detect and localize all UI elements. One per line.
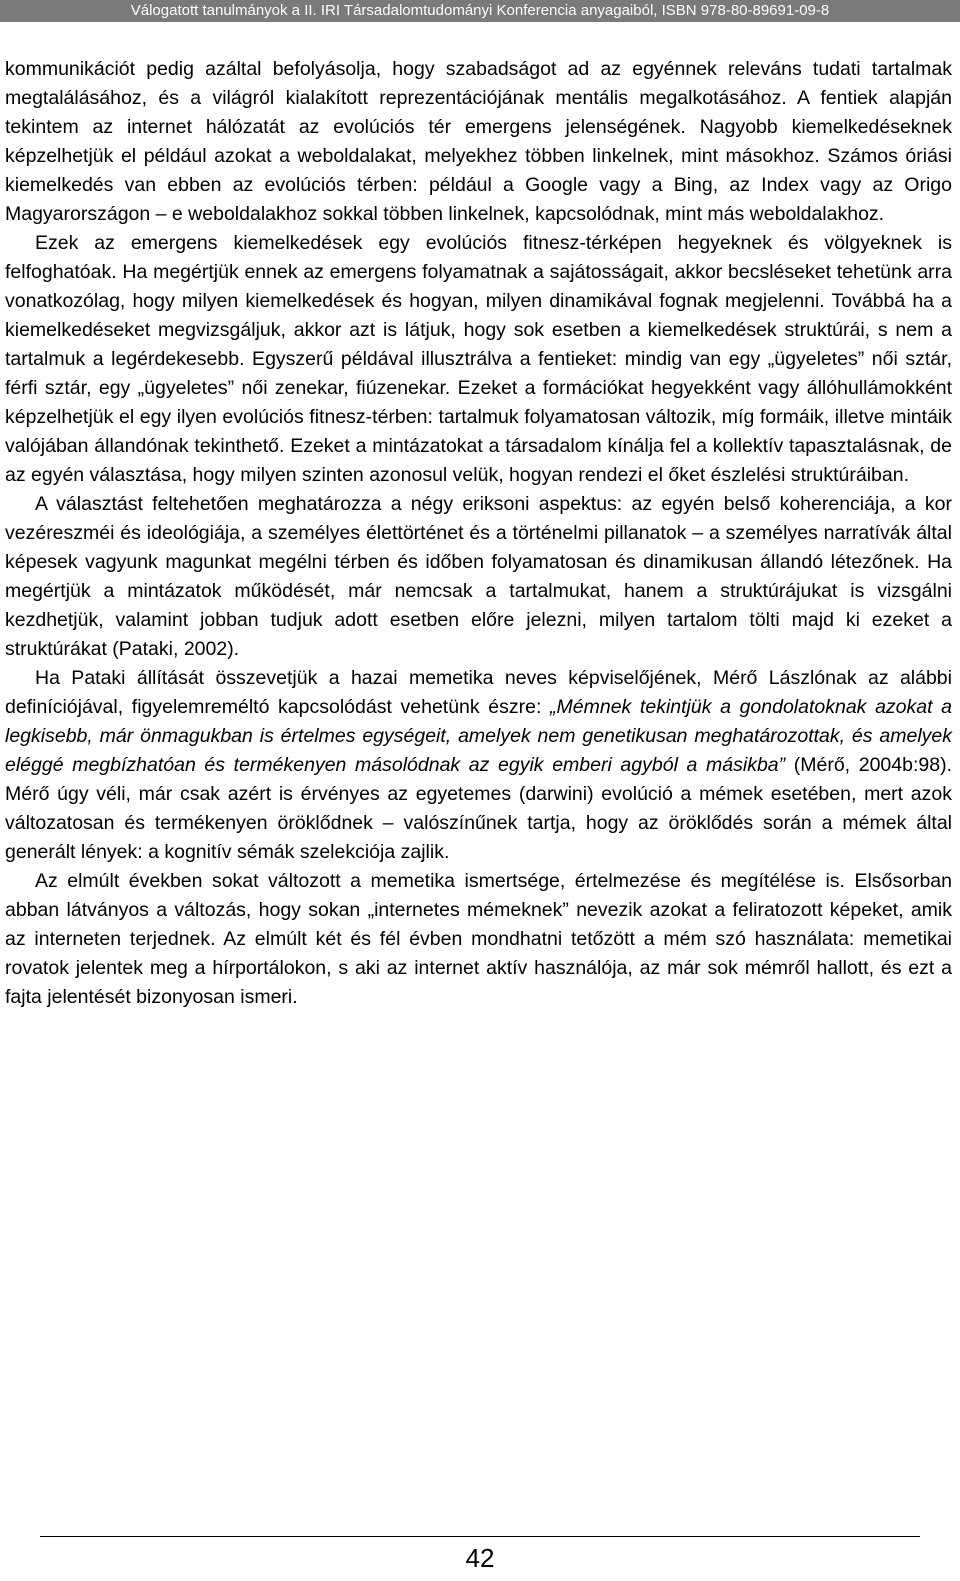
paragraph-4 [5,664,952,867]
footer-divider [40,1536,920,1537]
running-header: Válogatott tanulmányok a II. IRI Társadalomtudományi Konferencia anyagaiból, ISBN 978-80-89691-09-8 [0,0,960,22]
paragraph-2: Ezek az emergens kiemelkedések egy evolúciós fitnesz-térképen hegyeknek és völgyeknek is felfoghatóak. Ha megértjük ennek az emergens folyamatnak a sajátosságait, akkor becsléseket tehetünk arra vonatkozólag, hogy milyen kiemelkedések és hogyan, milyen dinamikával fognak megjelenni. Továbbá ha a kiemelkedéseket megvizsgáljuk, akkor azt is látjuk, hogy sok esetben a kiemelkedések struktúrái, s nem a tartalmuk a legérdekesebb. Egyszerű példával illusztrálva a fentieket: mindig van egy „ügyeletes” női sztár, férfi sztár, egy „ügyeletes” női zenekar, fiúzenekar. Ezeket a formációkat hegyekként vagy állóhullámokként képzelhetjük el egy ilyen evolúciós fitnesz-térben: tartalmuk folyamatosan változik, míg formáik, illetve mintáik valójában állandónak tekinthető. Ezeket a mintázatokat a társadalom kínálja fel a kollektív tapasztalásnak, de az egyén választása, hogy milyen szinten azonosul velük, hogyan rendezi el őket észlelési struktúráiban. [5,232,952,486]
paragraph-4-intro: Ha Pataki állítását összevetjük a hazai memetika neves képviselőjének, Mérő Lászlónak az alábbi definíciójával, figyelemreméltó kapcsolódást vehetünk észre: [5,667,952,718]
paragraph-3: A választást feltehetően meghatározza a négy eriksoni aspektus: az egyén belső koherenciája, a kor vezéreszméi és ideológiája, a személyes élettörténet és a történelmi pillanatok – a személyes narratívák által képesek vagyunk magunkat megélni térben és időben folyamatosan és dinamikusan állandó létezőnek. Ha megértjük a mintázatok működését, már nemcsak a tartalmukat, hanem a struktúrájukat is vizsgálni kezdhetjük, valamint jobban tudjuk adott esetben előre jelezni, milyen tartalom tölti majd ki ezeket a struktúrákat (Pataki, 2002). [5,493,952,660]
meme-definition-quote: „Mémnek tekintjük a gondolatoknak azokat a legkisebb, már önmagukban is értelmes egységeit, amelyek nem genetikusan meghatározottak, és amelyek eléggé megbízhatóan és termékenyen másolódnak az egyik emberi agyból a másikba” [5,696,953,776]
paragraph-5: Az elmúlt években sokat változott a memetika ismertsége, értelmezése és megítélése is. Elsősorban abban látványos a változás, hogy sokan „internetes mémeknek” nevezik azokat a feliratozott képeket, amik az interneten terjednek. Az elmúlt két és fél évben mondhatni tetőzött a mém szó használata: memetikai rovatok jelentek meg a hírportálokon, s aki az internet aktív használója, az már sok mémről hallott, és ezt a fajta jelentését bizonyosan ismeri. [5,870,952,1008]
paragraph-1: kommunikációt pedig azáltal befolyásolja, hogy szabadságot ad az egyénnek releváns tudati tartalmak megtalálásához, és a világról kialakított reprezentációjának mentális megalkotásához. A fentiek alapján tekintem az internet hálózatát az evolúciós tér emergens jelenségének. Nagyobb kiemelkedéseknek képzelhetjük el például azokat a weboldalakat, melyekhez többen linkelnek, mint másokhoz. Számos óriási kiemelkedés van ebben az evolúciós térben: például a Google vagy a Bing, az Index vagy az Origo Magyarországon – e weboldalakhoz sokkal többen linkelnek, kapcsolódnak, mint más weboldalakhoz. [5,58,952,225]
page-number: 42 [465,1543,495,1573]
paragraph-4-continuation: (Mérő, 2004b:98). Mérő úgy véli, már csak azért is érvényes az egyetemes (darwini) evolúció a mémek esetében, mert azok változatosan és termékenyen öröklődnek – valószínűnek tartja, hogy az öröklődés során a mémek által generált lények: a kognitív sémák szelekciója zajlik. [5,754,952,863]
body-text [5,55,952,1012]
